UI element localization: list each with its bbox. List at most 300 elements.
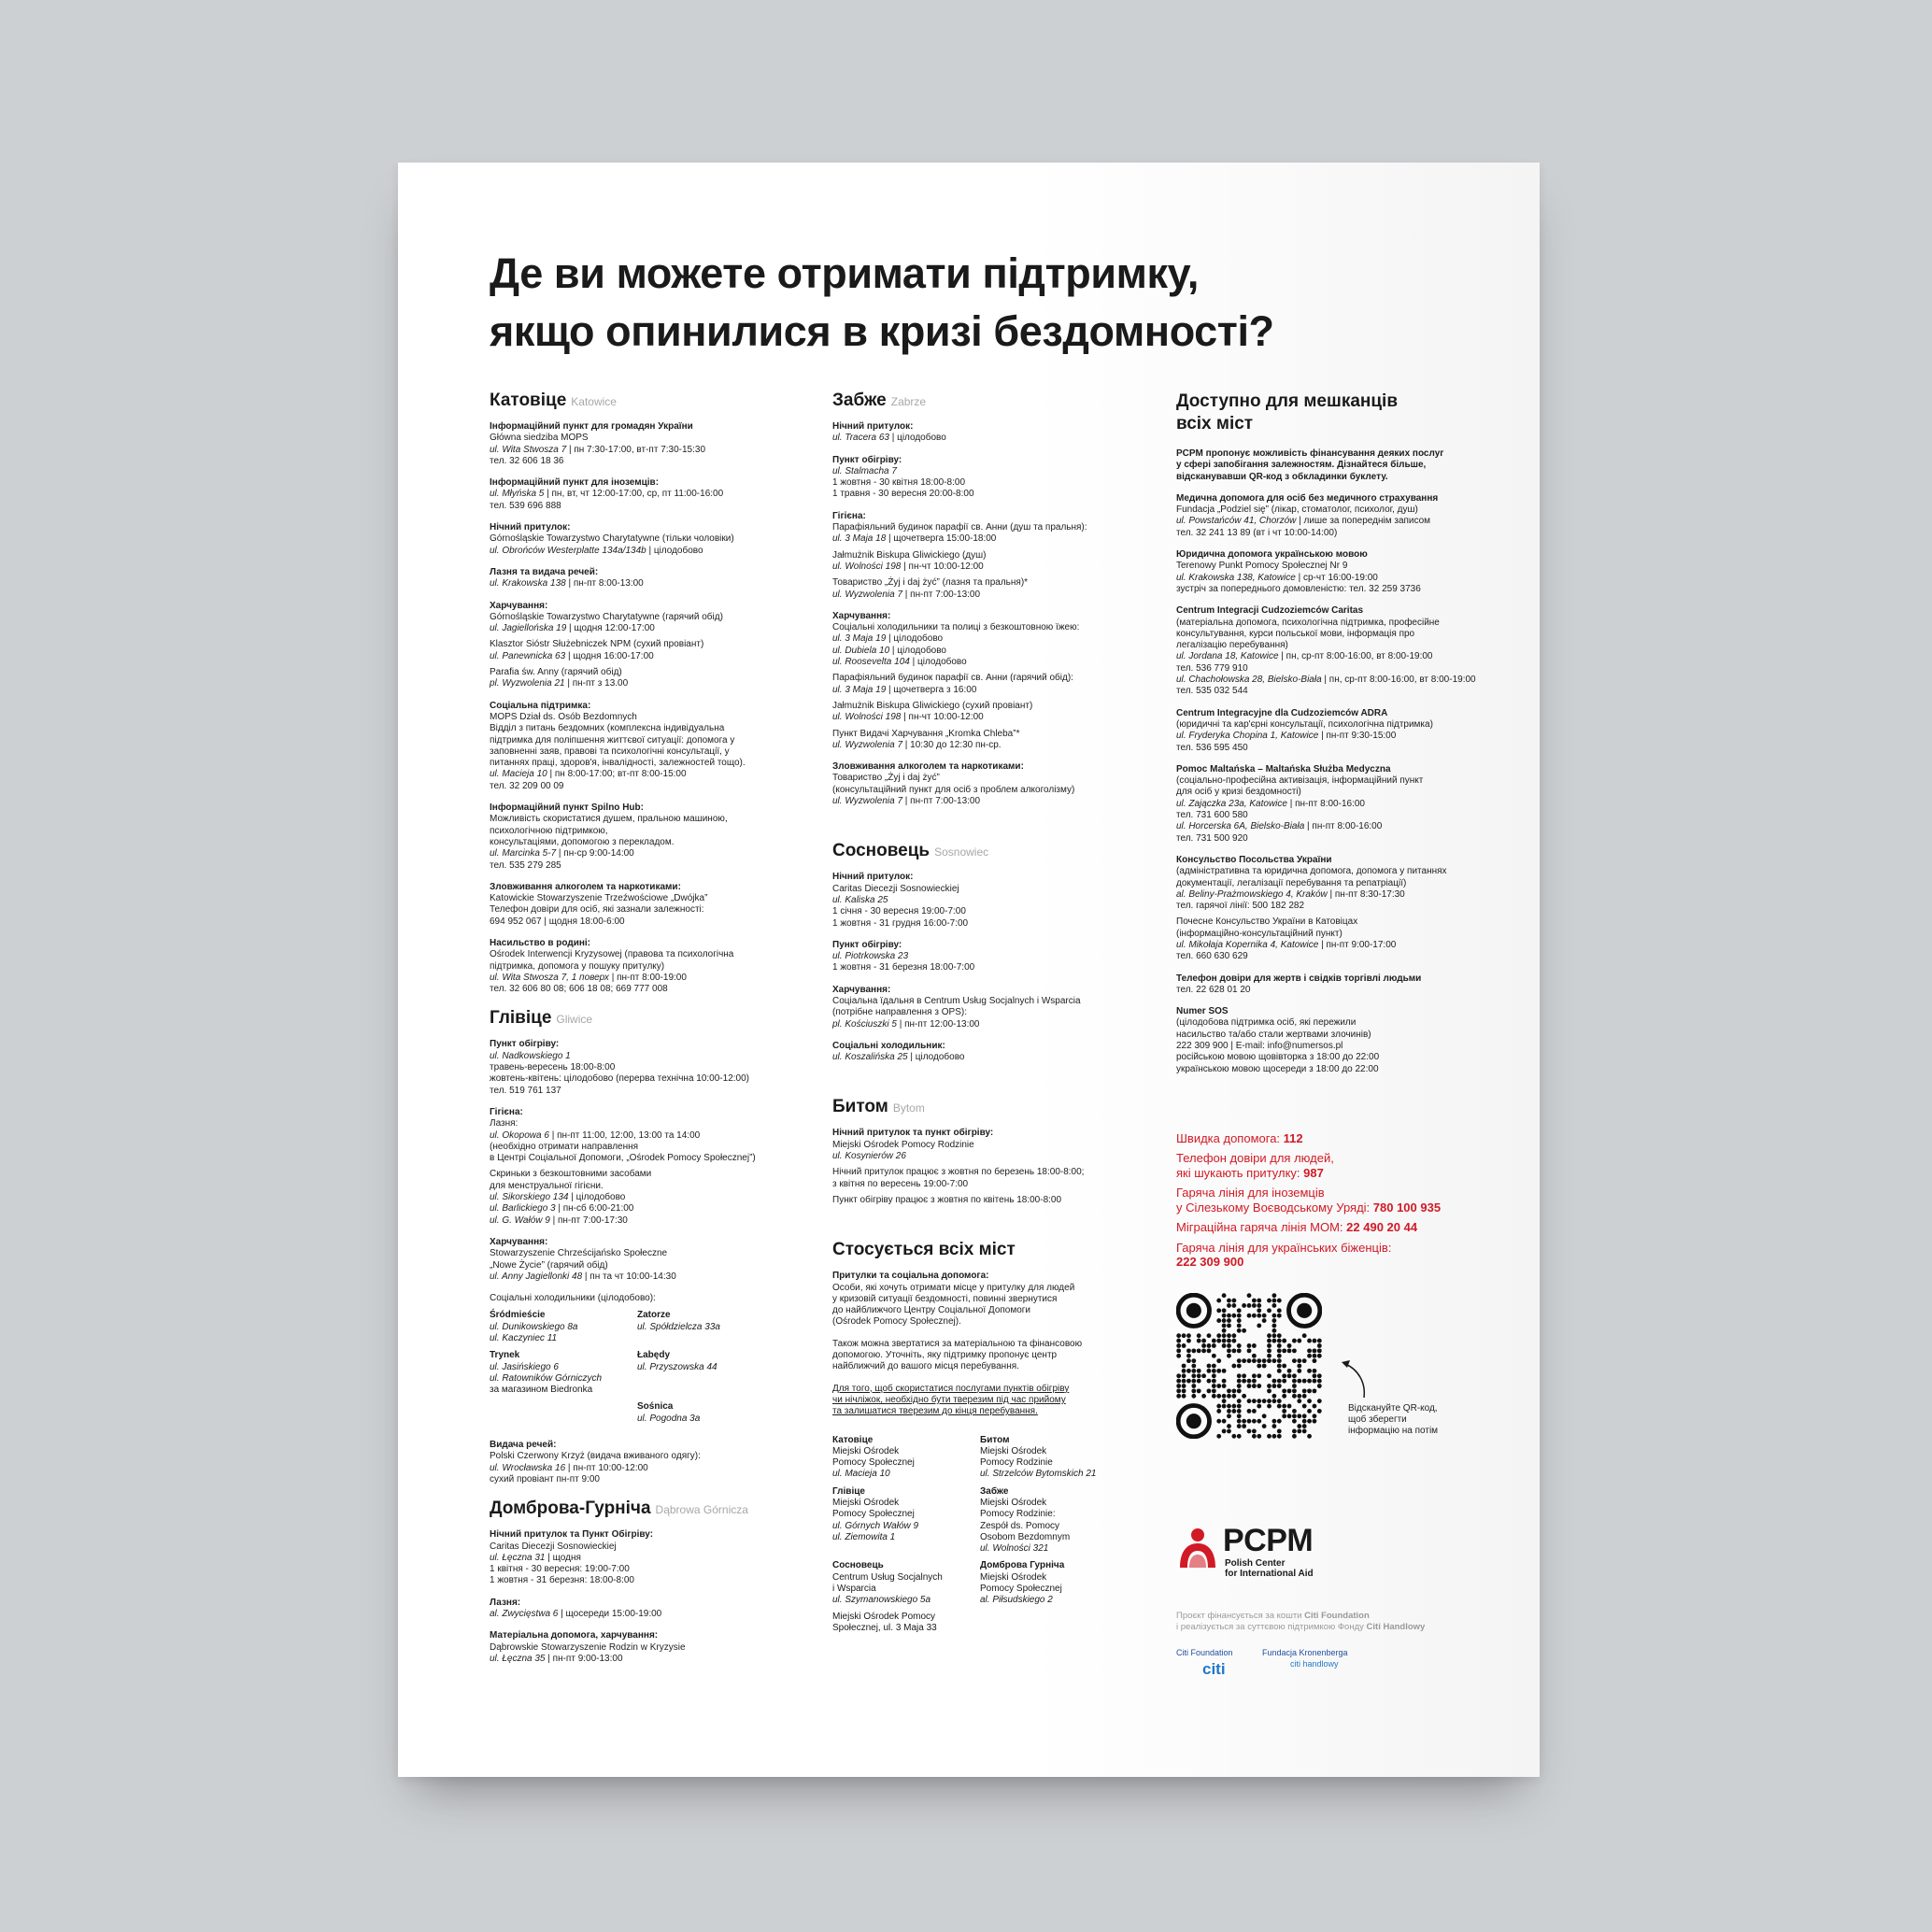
grid-cell [980,1435,1120,1481]
block-heading: Інформаційний пункт для іноземців: [490,477,660,489]
block-line: ul. Macieja 10 | пн 8:00-17:00; вт-пт 8:00-15:00 [490,769,687,780]
block-line: Fundacja „Podziel się” (лікар, стоматолог, психолог, душ) [1176,504,1418,516]
block-line: для менструальної гігієни. [490,1180,604,1191]
block-line: ul. Powstańców 41, Chorzów | лише за попереднім записом [1176,516,1431,527]
block-line: підтримка, допомога у пошуку притулку) [490,960,665,972]
block-heading: Консульство Посольства України [1176,854,1332,865]
cell-heading: Глівіце [832,1485,865,1497]
block-line: ul. Okopowa 6 | пн-пт 11:00, 12:00, 13:00 та 14:00 [490,1129,701,1141]
paragraph-line: Для того, щоб скористатися послугами пунктів обігріву [832,1383,1070,1394]
block-heading: Пункт обігріву: [832,454,902,465]
block-line: 1 жовтня - 31 грудня 16:00-7:00 [832,917,969,929]
grid-cell [832,1486,980,1556]
block-line: Відділ з питань бездомних (комплексна індивідуальна [490,723,725,734]
info-block [1176,549,1494,595]
block-line: психологічною підтримкою, [490,825,608,836]
block-heading: Гігієна: [832,510,866,521]
grid-cell [637,1401,777,1425]
block-line: ul. Tracera 63 | цілодобово [832,433,946,444]
block-line: (потрібне направлення з OPS): [832,1007,967,1018]
info-block [490,882,807,928]
block-line: ul. Dubiela 10 | цілодобово [832,645,946,656]
block-line: al. Beliny-Prażmowskiego 4, Kraków | пн-пт 8:30-17:30 [1176,888,1405,900]
block-heading: Юридична допомога українською мовою [1176,549,1368,561]
pcpm-logo-icon [1176,1527,1219,1570]
block-line: ul. G. Wałów 9 | пн-пт 7:00-17:30 [490,1215,628,1226]
block-line: ul. Koszalińska 25 | цілодобово [832,1052,965,1063]
hotline-row [1176,1151,1494,1180]
cell-line: ul. Jasińskiego 6 [490,1361,559,1372]
grid-cell [980,1486,1120,1556]
cell-heading: Łabędy [637,1350,671,1361]
block-line: до найближчого Центру Соціальної Допомоги [832,1305,1031,1316]
cell-line: Centrum Usług Socjalnych [832,1571,943,1583]
block-line: 694 952 067 | щодня 18:00-6:00 [490,916,625,927]
cell-heading: Катовіце [832,1434,874,1445]
block-line: 1 січня - 30 вересня 19:00-7:00 [832,906,966,917]
cell-line: al. Piłsudskiego 2 [980,1595,1053,1606]
block-line: pl. Kościuszki 5 | пн-пт 12:00-13:00 [832,1018,980,1030]
info-block [490,477,807,512]
cell-line: ul. Pogodna 3a [637,1413,701,1424]
block-heading: Харчування: [832,610,891,621]
paragraph-line: Також можна звертатися за матеріальною та фінансовою [832,1338,1083,1349]
zabrze-section [832,421,1150,807]
cell-line: Miejski Ośrodek Pomocy [832,1611,936,1622]
curved-arrow-icon [1340,1355,1377,1401]
cell-heading: Zatorze [637,1310,671,1321]
block-line: Stowarzyszenie Chrześcijańsko Społeczne [490,1248,668,1259]
block-line: ul. Wyzwolenia 7 | пн-пт 7:00-13:00 [832,796,981,807]
info-block [1176,1006,1494,1075]
info-block [1176,708,1494,754]
hotline-row [1176,1131,1494,1146]
citi-foundation-label: Citi Foundation [1176,1648,1233,1657]
block-line: Polski Czerwony Krzyż (видача вживаного одягу): [490,1451,701,1462]
block-line: ul. Jagiellońska 19 | щодня 12:00-17:00 [490,623,655,634]
block-line: (адміністративна та юридична допомога, допомога у питаннях [1176,866,1447,877]
sosnowiec-section [832,872,1150,1063]
hotline-label: які шукають притулку: [1176,1165,1304,1180]
info-block [832,611,1150,751]
hotline-row [1176,1186,1494,1215]
grid-cell [637,1310,777,1344]
column-middle [832,391,1150,1649]
hotline-row [1176,1220,1494,1235]
block-line: ul. 3 Maja 18 | щочетверга 15:00-18:00 [832,533,997,545]
cell-line: Pomocy Społecznej [980,1584,1062,1595]
block-line: Główna siedziba MOPS [490,433,589,444]
fridges-grid [490,1310,807,1430]
cell-line: ul. Kaczyniec 11 [490,1333,558,1343]
paragraph-line: та залишатися тверезим до кінця перебування. [832,1406,1038,1417]
block-line: Parafia św. Anny (гарячий обід) [490,667,622,678]
block-line: тел. 32 606 80 08; 606 18 08; 669 777 008 [490,984,668,995]
block-line: (інформаційно-консультаційний пункт) [1176,928,1342,939]
grid-cell [490,1401,637,1425]
block-line: ul. Sikorskiego 134 | цілодобово [490,1192,626,1203]
clothes-info [490,1440,807,1485]
column-left [490,391,807,1675]
hotline-label: Гаряча лінія для іноземців [1176,1186,1325,1200]
info-block [490,1237,807,1283]
all-cities-shelter-block [832,1271,1150,1328]
katowice-section [490,421,807,995]
cell-line: ul. Strzelców Bytomskich 21 [980,1469,1097,1480]
available-section [1176,493,1494,1075]
block-line: Можливість скористатися душем, пральною машиною, [490,814,728,825]
block-line: тел. гарячої лінії: 500 182 282 [1176,901,1305,912]
pcpm-logo: PCPM Polish Center for International Aid [1176,1527,1363,1592]
block-heading: Соціальні холодильник: [832,1040,945,1051]
block-line: (цілодобова підтримка осіб, які пережили [1176,1017,1357,1029]
paragraph-line: у сфері запобігання залежностям. Дізнайтеся більше, [1176,460,1427,471]
block-line: Нічний притулок працює з жовтня по березень 18:00-8:00; [832,1167,1085,1178]
cell-line: за магазином Biedronka [490,1385,593,1396]
block-line: ul. Wita Stwosza 7, 1 поверх | пн-пт 8:00-19:00 [490,972,687,983]
block-heading: Numer SOS [1176,1006,1229,1017]
all-cities-material-help [832,1339,1150,1373]
block-line: ul. Barlickiego 3 | пн-сб 6:00-21:00 [490,1203,634,1215]
block-line: тел. 519 761 137 [490,1085,561,1096]
block-line: Terenowy Punkt Pomocy Społecznej Nr 9 [1176,561,1348,572]
block-line: ul. Anny Jagiellonki 48 | пн та чт 10:00-14:30 [490,1271,676,1282]
clothes-block [490,1440,807,1485]
block-heading: Інформаційний пункт для громадян України [490,421,693,432]
paragraph-line: найближчий до вашого місця перебування. [832,1361,1019,1372]
block-line: ul. Obrońców Westerplatte 134a/134b | цілодобово [490,545,703,556]
cell-heading: Домброва Гурніча [980,1560,1065,1571]
block-line: Товариство „Żyj i daj żyć” (лазня та пральня)* [832,577,1029,589]
grid-cell [980,1560,1120,1634]
block-heading: Харчування: [832,984,891,995]
block-line: в Центрі Соціальної Допомоги, „Ośrodek Pomocy Społecznej”) [490,1153,756,1164]
block-line: 1 жовтня - 31 березня 18:00-7:00 [832,962,975,973]
block-line: консультування, курси польської мови, інформація про [1176,628,1415,639]
block-line: заповненні заяв, правові та психологічні консультації, у [490,746,730,757]
block-line: ul. Młyńska 5 | пн, вт, чт 12:00-17:00, ср, пт 11:00-16:00 [490,489,724,500]
block-heading: Нічний притулок: [832,872,914,883]
block-line: ul. Wolności 198 | пн-чт 10:00-12:00 [832,561,984,572]
block-line: жовтень-квітень: цілодобово (перерва технічна 10:00-12:00) [490,1073,749,1085]
grid-cell [490,1350,637,1396]
pcpm-logo-subtitle: Polish Center for International Aid [1225,1558,1314,1579]
block-line: тел. 731 600 580 [1176,810,1248,821]
block-line: ul. Nadkowskiego 1 [490,1050,571,1061]
hotline-number[interactable]: 780 100 935 [1372,1200,1442,1215]
block-line: 222 309 900 | E-mail: info@numersos.pl [1176,1041,1343,1052]
poster [398,163,1540,1777]
hotline-label: Гаряча лінія для українських біженців: [1176,1240,1392,1255]
cell-line: Pomocy Rodzinie [980,1457,1053,1469]
city-heading-zabrze: Забже Zabrze [832,391,927,410]
cell-line: ul. Przyszowska 44 [637,1361,717,1372]
block-line: Ośrodek Interwencji Kryzysowej (правова та психологічна [490,949,734,960]
block-line: українською мовою щосереди з 18:00 до 22:00 [1176,1063,1379,1074]
kronenberg-label: Fundacja Kronenberga [1262,1648,1348,1657]
block-line: консультаціями, допомогою з перекладом. [490,836,675,847]
block-line: Górnośląskie Towarzystwo Charytatywne (тільки чоловіки) [490,533,734,545]
bytom-section [832,1128,1150,1206]
block-line: ul. Stalmacha 7 [832,465,897,476]
info-block [832,455,1150,501]
block-heading: Лазня та видача речей: [490,566,599,577]
block-line: ul. Łęczna 35 | пн-пт 9:00-13:00 [490,1653,623,1664]
block-line: (необхідно отримати направлення [490,1141,639,1152]
fridges-title: Соціальні холодильники (цілодобово): [490,1293,656,1304]
block-line: 1 жовтня - 31 березня: 18:00-8:00 [490,1575,634,1586]
block-line: ul. Kosynierów 26 [832,1151,906,1162]
block-line: ul. Wolności 198 | пн-чт 10:00-12:00 [832,712,984,723]
qr-area [1176,1293,1475,1442]
block-line: 1 квітня - 30 вересня: 19:00-7:00 [490,1564,630,1575]
block-line: (матеріальна допомога, психологічна підтримка, професійне [1176,617,1440,628]
block-heading: Centrum Integracji Cudzoziemców Caritas [1176,605,1364,617]
block-line: ul. 3 Maja 19 | цілодобово [832,633,944,645]
cell-line: ul. Szymanowskiego 5a [832,1595,931,1606]
block-line: Телефон довіри для осіб, які зазнали залежності: [490,904,704,916]
block-line: pl. Wyzwolenia 21 | пн-пт з 13.00 [490,678,629,689]
info-block [490,1630,807,1665]
block-line: підтримка для поліпшення життєвої ситуації: допомога у [490,734,735,746]
block-line: al. Zwycięstwa 6 | щосереди 15:00-19:00 [490,1609,662,1620]
block-line: насильство та/або стали жертвами злочинів) [1176,1029,1371,1040]
block-line: Товариство „Żyj i daj żyć” [832,773,940,784]
info-block [490,701,807,792]
block-heading: Нічний притулок та пункт обігріву: [832,1128,994,1139]
cell-line: ul. Macieja 10 [832,1469,890,1480]
block-line: ul. Kaliska 25 [832,894,888,905]
block-heading: Нічний притулок та Пункт Обігріву: [490,1529,654,1541]
block-line: ul. Piotrkowska 23 [832,951,909,962]
heading-all-cities: Стосується всіх міст [832,1240,1016,1260]
cell-line: ul. Wolności 321 [980,1543,1049,1555]
info-block [490,421,807,467]
info-block [490,522,807,557]
block-heading: Притулки та соціальна допомога: [832,1271,989,1282]
info-block [490,601,807,690]
available-heading: Доступно для мешканців всіх міст [1176,391,1399,433]
hotline-number[interactable]: 112 [1283,1130,1303,1145]
info-block [490,1529,807,1586]
citi-logo: citi [1202,1660,1226,1678]
city-heading-sosnowiec: Сосновець Sosnowiec [832,841,989,861]
block-line: Jałmużnik Biskupa Gliwickiego (сухий провіант) [832,700,1033,711]
block-line: тел. 32 241 13 89 (вт і чт 10:00-14:00) [1176,527,1338,538]
info-block [832,940,1150,974]
cell-line: Miejski Ośrodek [980,1571,1047,1583]
block-line: ul. 3 Maja 19 | щочетверга з 16:00 [832,684,977,695]
info-block [490,1598,807,1621]
block-line: Парафіяльний будинок парафії св. Анни (гарячий обід): [832,673,1073,684]
block-line: ul. Horcerska 6A, Bielsko-Biała | пн-пт 8:00-16:00 [1176,821,1383,832]
block-heading: Лазня: [490,1597,521,1608]
block-heading: Соціальна підтримка: [490,700,591,711]
dabrowa-section [490,1529,807,1665]
cell-line: i Wsparcia [832,1584,876,1595]
block-line: Caritas Diecezji Sosnowieckiej [490,1541,617,1552]
info-block [490,803,807,872]
block-heading: Pomoc Maltańska – Maltańska Służba Medyczna [1176,763,1391,774]
qr-code-icon[interactable] [1176,1293,1322,1439]
available-intro [1176,448,1494,483]
block-line: ul. Jordana 18, Katowice | пн, ср-пт 8:00-16:00, вт 8:00-19:00 [1176,651,1433,662]
hotline-label: Швидка допомога: [1176,1130,1284,1145]
city-heading-katowice: Катовіце Katowice [490,391,617,410]
block-heading: Нічний притулок: [490,522,571,533]
cell-line: Społecznej, ul. 3 Maja 33 [832,1622,937,1633]
block-line: Лазня: [490,1118,519,1129]
block-line: Особи, які хочуть отримати місце у притулку для людей [832,1282,1075,1293]
page-title: Де ви можете отримати підтримку, якщо опинилися в кризі бездомності? [490,249,1274,355]
cell-line: ul. Spółdzielcza 33a [637,1321,720,1332]
column-right [1176,391,1494,1275]
cell-line: Miejski Ośrodek [832,1445,900,1456]
info-block [832,872,1150,929]
block-line: Парафіяльний будинок парафії св. Анни (душ та пральня): [832,522,1087,533]
block-heading: Гігієна: [490,1106,523,1117]
block-line: (юридичні та кар'єрні консультації, психологічна підтримка) [1176,718,1433,730]
block-line: тел. 535 032 544 [1176,686,1248,697]
paragraph-line: чи нічліжок, необхідно бути тверезим під час прийому [832,1394,1066,1405]
block-line: тел. 22 628 01 20 [1176,984,1251,995]
cell-line: Pomocy Społecznej [832,1509,915,1520]
hotline-number[interactable]: 222 309 900 [1176,1255,1244,1270]
block-line: Скриньки з безкоштовними засобами [490,1169,652,1180]
block-line: травень-вересень 18:00-8:00 [490,1062,616,1073]
block-line: російською мовою щовівторка з 18:00 до 22:00 [1176,1052,1380,1063]
block-line: тел. 660 630 629 [1176,951,1248,962]
block-heading: Матеріальна допомога, харчування: [490,1630,659,1641]
block-line: тел. 32 209 00 09 [490,780,564,791]
info-block [1176,855,1494,963]
qr-note: Відскануйте QR-код, щоб зберегти інформацію на потім [1348,1403,1439,1436]
block-heading: Пункт обігріву: [490,1039,560,1050]
hotline-number[interactable]: 22 490 20 44 [1346,1220,1418,1235]
cell-heading: Битом [980,1434,1010,1445]
info-block [490,1039,807,1096]
cell-line: Miejski Ośrodek [832,1498,900,1508]
block-line: ul. Panewnicka 63 | щодня 16:00-17:00 [490,650,654,661]
grid-cell [832,1435,980,1481]
block-line: ul. Marcinka 5-7 | пн-ср 9:00-14:00 [490,848,634,859]
block-line: ul. Wyzwolenia 7 | 10:30 до 12:30 пн-ср. [832,739,1002,750]
block-line: Dąbrowskie Stowarzyszenie Rodzin w Kryzysie [490,1641,686,1653]
block-line: Пункт обігріву працює з жовтня по квітень 18:00-8:00 [832,1194,1062,1205]
block-heading: Нічний притулок: [832,421,914,432]
paragraph-line: PCPM пропонує можливість фінансування деяких послуг [1176,448,1444,459]
block-line: MOPS Dział ds. Osób Bezdomnych [490,711,637,722]
block-line: (Ośrodek Pomocy Społecznej). [832,1316,961,1328]
block-line: Jałmużnik Biskupa Gliwickiego (душ) [832,549,987,561]
info-block [832,1041,1150,1064]
info-block [1176,764,1494,845]
block-line: Górnośląskie Towarzystwo Charytatywne (гарячий обід) [490,611,723,622]
block-line: ul. Łęczna 31 | щодня [490,1552,581,1563]
cell-line: ul. Dunikowskiego 8a [490,1321,578,1332]
block-line: 1 травня - 30 вересня 20:00-8:00 [832,489,974,500]
block-line: документації, легалізації перебування та репатріації) [1176,877,1407,888]
shelter-info [832,1271,1150,1328]
info-block [832,511,1150,601]
hotline-label: у Сілезькому Воєводському Уряді: [1176,1200,1373,1215]
block-heading: Видача речей: [490,1440,557,1451]
block-line: Соціальні холодильники та полиці з безкоштовною їжею: [832,622,1080,633]
info-block [1176,605,1494,697]
all-cities-sobriety-note [832,1384,1150,1418]
info-block [832,761,1150,807]
city-heading-dabrowa: Домброва-Гурніча Dąbrowa Górnicza [490,1499,748,1519]
block-line: Katowickie Stowarzyszenie Trzeźwościowe „Dwójka” [490,893,708,904]
block-line: Почесне Консульство України в Катовіцах [1176,916,1358,928]
block-line: тел. 731 500 920 [1176,832,1248,844]
block-line: ul. Wita Stwosza 7 | пн 7:30-17:00, вт-пт 7:30-15:30 [490,444,706,455]
block-line: Пункт Видачі Харчування „Kromka Chleba”* [832,728,1020,739]
block-line: (соціально-професійна активізація, інформаційний пункт [1176,775,1424,787]
info-block [832,1128,1150,1206]
paragraph-line: відсканувавши QR-код з обкладинки буклету. [1176,471,1388,482]
cell-line: ul. Ratowników Górniczych [490,1372,603,1384]
block-heading: Centrum Integracyjne dla Cudzoziemców ADRA [1176,707,1388,718]
block-heading: Насильство в родині: [490,937,591,948]
info-block [832,985,1150,1030]
paragraph-line: допомогою. Уточніть, яку підтримку пропонує центр [832,1350,1058,1361]
block-line: Klasztor Sióstr Służebniczek NPM (сухий провіант) [490,639,704,650]
block-line: тел. 32 606 18 36 [490,455,564,466]
block-line: ul. Wrocławska 16 | пн-пт 10:00-12:00 [490,1462,648,1473]
sponsors [1176,1648,1456,1695]
cell-line: Miejski Ośrodek [980,1445,1047,1456]
block-line: „Nowe Życie” (гарячий обід) [490,1259,608,1271]
gliwice-section [490,1039,807,1283]
hotlines [1176,1131,1494,1270]
city-heading-bytom: Битом Bytom [832,1097,925,1117]
cell-line: Pomocy Społecznej [832,1457,915,1469]
city-heading-gliwice: Глівіце Gliwice [490,1008,593,1029]
funding-note: Проєкт фінансується за кошти Citi Foundation і реалізується за суттєвою підтримкою Фонду Citi Handlowy [1176,1611,1426,1632]
cell-heading: Trynek [490,1350,520,1361]
block-line: ul. Chachołowska 28, Bielsko-Biała | пн, ср-пт 8:00-16:00, вт 8:00-19:00 [1176,675,1476,686]
cell-heading: Śródmieście [490,1310,546,1321]
block-line: Caritas Diecezji Sosnowieckiej [832,883,959,894]
block-line: ul. Zajączka 23a, Katowice | пн-пт 8:00-16:00 [1176,798,1365,809]
hotline-number[interactable]: 987 [1303,1165,1324,1180]
block-line: з квітня по вересень 19:00-7:00 [832,1178,969,1189]
block-line: тел. 536 595 450 [1176,742,1248,753]
hotline-label: Міграційна гаряча лінія МОМ: [1176,1220,1347,1235]
cell-line: Zespół ds. Pomocy [980,1520,1060,1531]
block-heading: Телефон довіри для жертв і свідків торгівлі людьми [1176,973,1422,984]
citi-handlowy-logo: citi handlowy [1290,1659,1339,1669]
block-line: ul. Krakowska 138, Katowice | ср-чт 16:00-19:00 [1176,572,1378,583]
block-line: ul. Krakowska 138 | пн-пт 8:00-13:00 [490,578,644,590]
block-heading: Інформаційний пункт Spilno Hub: [490,803,644,814]
block-line: у кризовій ситуації бездомності, повинні звернутися [832,1293,1058,1304]
block-line: для осіб у кризі бездомності) [1176,787,1301,798]
cell-heading: Забже [980,1485,1009,1497]
cell-line: Miejski Ośrodek [980,1498,1047,1508]
block-line: ul. Wyzwolenia 7 | пн-пт 7:00-13:00 [832,589,981,600]
ops-grid [832,1435,1150,1641]
block-heading: Медична допомога для осіб без медичного страхування [1176,492,1439,504]
cell-line: ul. Górnych Wałów 9 [832,1520,919,1531]
hotline-label: Телефон довіри для людей, [1176,1151,1334,1166]
cell-line: ul. Ziemowita 1 [832,1531,896,1542]
block-line: 1 жовтня - 30 квітня 18:00-8:00 [832,477,966,489]
block-line: тел. 539 696 888 [490,500,561,511]
cell-line: Pomocy Rodzinie: [980,1509,1056,1520]
block-heading: Зловживання алкоголем та наркотиками: [490,881,681,892]
